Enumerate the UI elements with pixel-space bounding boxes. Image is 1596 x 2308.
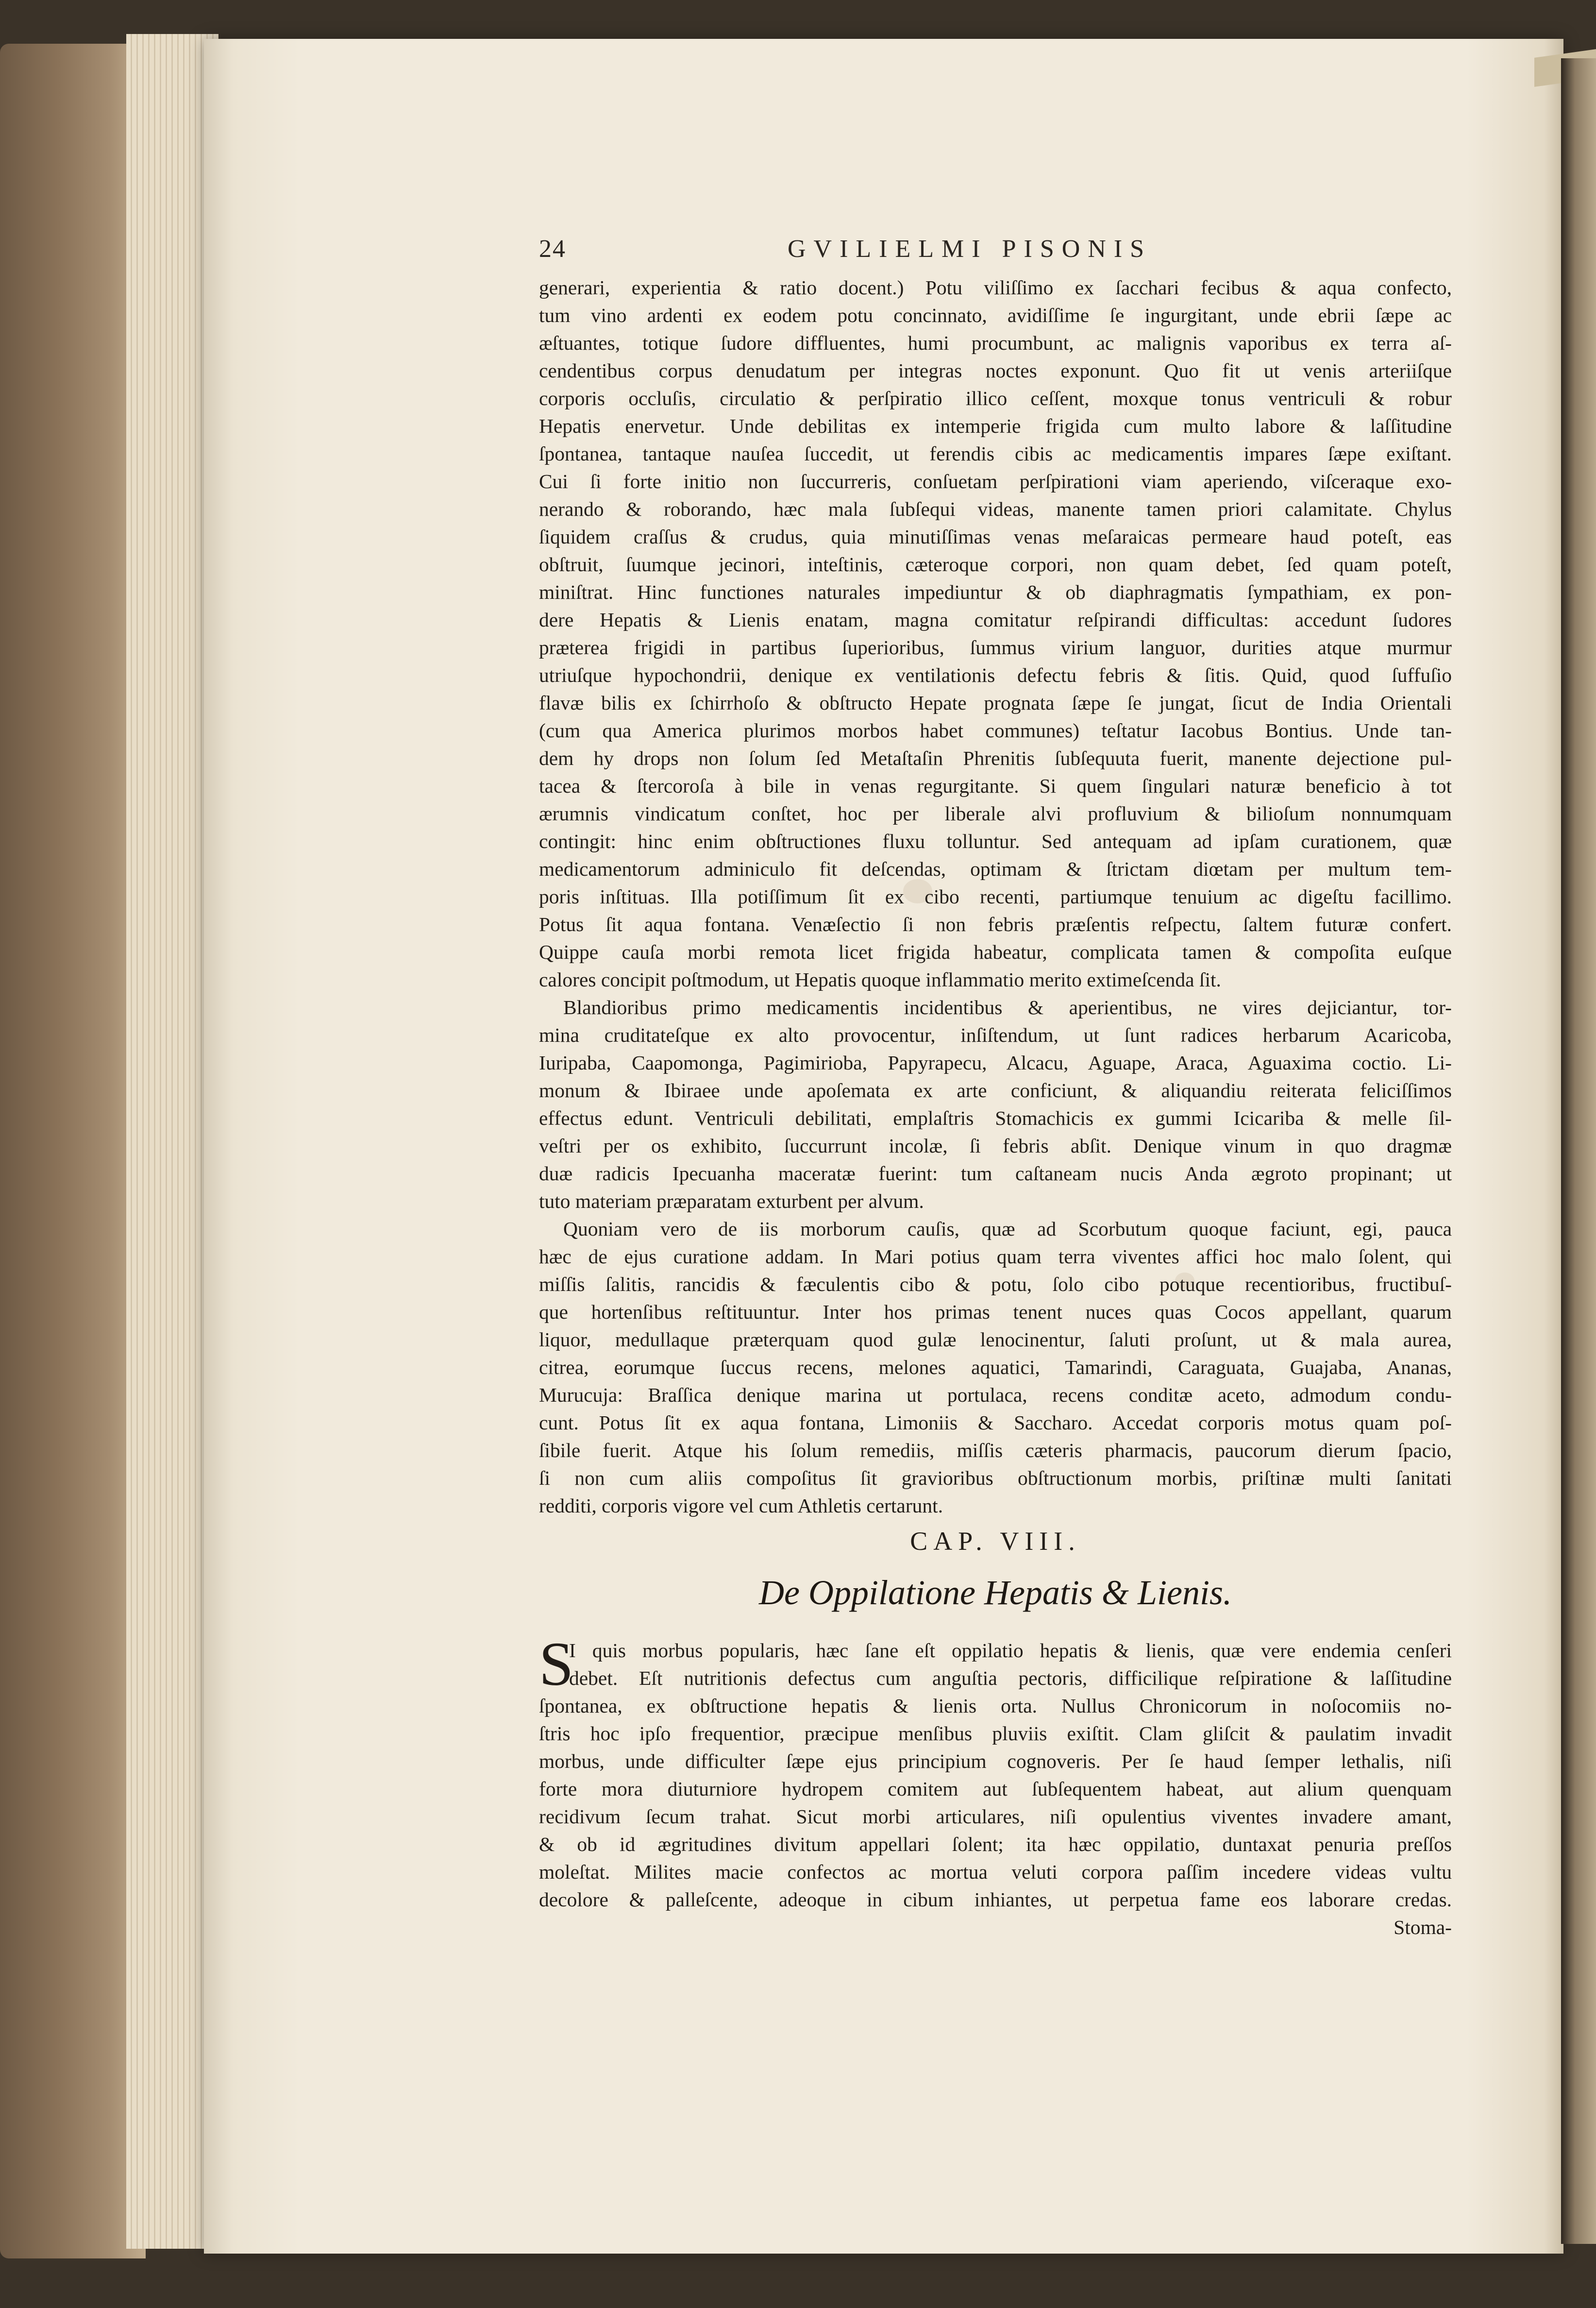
text-line: tum vino ardenti ex eodem potu concinnato, avidiſſime ſe ingurgitant, unde ebrii ſæpe ac: [539, 304, 1452, 326]
text-line: Murucuja: Braſſica denique marina ut portulaca, recens conditæ aceto, admodum condu-: [539, 1384, 1452, 1406]
text-line: monum & Ibiraee unde apoſemata ex arte conficiunt, & aliquandiu reiterata feliciſſimos: [539, 1079, 1452, 1102]
text-line: Iuripaba, Caapomonga, Pagimirioba, Papyrapecu, Alcacu, Aguape, Araca, Aguaxima coctio. Li-: [539, 1052, 1452, 1074]
text-line: tuto materiam præparatam exturbent per alvum.: [539, 1190, 924, 1212]
text-line: duæ radicis Ipecuanha maceratæ fuerint: tum caſtaneam nucis Anda ægroto propinant; ut: [539, 1162, 1452, 1185]
text-line: contingit: hinc enim obſtructiones fluxu tolluntur. Sed antequam ad ipſam curationem, quæ: [539, 830, 1452, 852]
text-line: ſiquidem craſſus & crudus, quia minutiſſimas venas meſaraicas permeare haud poteſt, eas: [539, 526, 1452, 548]
text-line: redditi, corporis vigore vel cum Athletis certarunt.: [539, 1494, 943, 1517]
text-line: forte mora diuturniore hydropem comitem aut ſubſequentem habeat, aut alium quenquam: [539, 1778, 1452, 1800]
text-line: debet. Eſt nutritionis defectus cum anguſtia pectoris, difficilique reſpiratione & laſſitudine: [569, 1667, 1452, 1689]
text-line: & ob id ægritudines divitum appellari ſolent; ita hæc oppilatio, duntaxat penuria preſſos: [539, 1833, 1452, 1855]
text-line: I quis morbus popularis, hæc ſane eſt oppilatio hepatis & lienis, quæ vere endemia cenſeri: [569, 1639, 1452, 1662]
text-line: Quippe cauſa morbi remota licet frigida habeatur, complicata tamen & compoſita euſque: [539, 941, 1452, 963]
catchword: Stoma-: [1394, 1916, 1452, 1938]
running-head: GVILIELMI PISONIS: [788, 235, 1152, 263]
text-line: effectus edunt. Ventriculi debilitati, emplaſtris Stomachicis ex gummi Icicariba & melle ſil-: [539, 1107, 1452, 1129]
text-line: moleſtat. Milites macie confectos ac mortua veluti corpora paſſim incedere videas vultu: [539, 1861, 1452, 1883]
text-line: generari, experientia & ratio docent.) Potu viliſſimo ex ſacchari fecibus & aqua confecto,: [539, 276, 1452, 299]
text-line: ærumnis vindicatum conſtet, hoc per liberale alvi profluvium & bilioſum nonnumquam: [539, 802, 1452, 825]
text-line: calores concipit poſtmodum, ut Hepatis quoque inflammatio merito extimeſcenda ſit.: [539, 968, 1221, 991]
text-line: decolore & palleſcente, adeoque in cibum inhiantes, ut perpetua fame eos laborare credas.: [539, 1888, 1452, 1911]
text-line: cendentibus corpus denudatum per integras noctes exponunt. Quo fit ut venis arteriiſque: [539, 359, 1452, 382]
text-line: Cui ſi forte initio non ſuccurreris, conſuetam perſpirationi viam aperiendo, viſceraque exo-: [539, 470, 1452, 492]
text-line: æſtuantes, totique ſudore diffluentes, humi procumbunt, ac malignis vaporibus ex terra aſ-: [539, 332, 1452, 354]
text-line: Blandioribus primo medicamentis incidentibus & aperientibus, ne vires dejiciantur, tor-: [563, 996, 1452, 1018]
text-line: flavæ bilis ex ſchirrhoſo & obſtructo Hepate prognata ſæpe ſe jungat, ſicut de India Orientali: [539, 692, 1452, 714]
text-line: dere Hepatis & Lienis enatam, magna comitatur reſpirandi difficultas: accedunt ſudores: [539, 609, 1452, 631]
text-line: veſtri per os exhibito, ſuccurrunt incolæ, ſi febris abſit. Denique vinum in quo dragmæ: [539, 1135, 1452, 1157]
body-text: [539, 274, 1452, 1520]
text-line: Hepatis enervetur. Unde debilitas ex intemperie frigida cum multo labore & laſſitudine: [539, 415, 1452, 437]
text-line: hæc de ejus curatione addam. In Mari potius quam terra viventes affici hoc malo ſolent, qui: [539, 1245, 1452, 1268]
text-line: Quoniam vero de iis morborum cauſis, quæ ad Scorbutum quoque faciunt, egi, pauca: [563, 1218, 1452, 1240]
page-header: [539, 235, 1452, 273]
text-line: dem hy drops non ſolum ſed Metaſtaſin Phrenitis ſubſequuta fuerit, manente dejectione pul-: [539, 747, 1452, 769]
page-number: 24: [539, 235, 566, 263]
text-line: tacea & ſtercoroſa à bile in venas regurgitante. Si quem ſingulari naturæ beneficio à tot: [539, 775, 1452, 797]
text-line: ſibile fuerit. Atque his ſolum remediis, miſſis cæteris pharmacis, paucorum dierum ſpacio,: [539, 1439, 1452, 1461]
chapter-number: CAP. VIII.: [910, 1527, 1081, 1556]
text-line: medicamentorum adminiculo fit deſcendas, optimam & ſtrictam diœtam per multum tem-: [539, 858, 1452, 880]
text-line: recidivum ſecum trahat. Sicut morbi articulares, niſi opulentius viventes invadere amant,: [539, 1805, 1452, 1828]
text-line: ſi non cum aliis compoſitus ſit gravioribus obſtructionum morbis, priſtinæ multi ſanitati: [539, 1467, 1452, 1489]
text-line: que hortenſibus reſtituuntur. Inter hos primas tenent nuces quas Cocos appellant, quarum: [539, 1301, 1452, 1323]
text-line: cunt. Potus ſit ex aqua fontana, Limoniis & Saccharo. Accedat corporis motus quam poſ-: [539, 1411, 1452, 1434]
text-line: ſpontanea, tantaque nauſea ſuccedit, ut ferendis cibis ac medicamentis impares ſæpe exiſtant.: [539, 442, 1452, 465]
text-line: miniſtrat. Hinc functiones naturales impediuntur & ob diaphragmatis ſympathiam, ex pon-: [539, 581, 1452, 603]
facing-page-edge: [1561, 58, 1596, 2244]
text-line: ſtris hoc ipſo frequentior, præcipue menſibus pluviis exiſtit. Clam gliſcit & paulatim invadit: [539, 1722, 1452, 1745]
text-line: citrea, eorumque ſuccus recens, melones aquatici, Tamarindi, Caraguata, Guajaba, Ananas,: [539, 1356, 1452, 1378]
text-line: ſpontanea, ex obſtructione hepatis & lienis orta. Nullus Chronicorum in noſocomiis no-: [539, 1695, 1452, 1717]
book-cover-edge: [0, 44, 146, 2258]
text-line: poris inſtituas. Illa potiſſimum ſit ex cibo recenti, partiumque tenuium ac digeſtu facillimo.: [539, 885, 1452, 908]
chapter-text: [539, 1629, 1452, 1941]
text-line: nerando & roborando, hæc mala ſubſequi videas, manente tamen priori calamitate. Chylus: [539, 498, 1452, 520]
text-line: obſtruit, ſuumque jecinori, inteſtinis, cæteroque corpori, non quam debet, ſed quam poteſt,: [539, 553, 1452, 576]
text-line: morbus, unde difficulter ſæpe ejus principium cognoveris. Per ſe haud ſemper lethalis, niſi: [539, 1750, 1452, 1772]
text-line: præterea frigidi in partibus ſuperioribus, ſummus virium languor, durities atque murmur: [539, 636, 1452, 659]
chapter-title: De Oppilatione Hepatis & Lienis.: [759, 1573, 1232, 1612]
text-line: Potus ſit aqua fontana. Venæſectio ſi non febris præſentis reſpectu, ſaltem futuræ confert.: [539, 913, 1452, 935]
text-line: corporis occluſis, circulatio & perſpiratio illico ceſſent, moxque tonus ventriculi & robur: [539, 387, 1452, 409]
text-line: (cum qua America plurimos morbos habet communes) teſtatur Iacobus Bontius. Unde tan-: [539, 719, 1452, 742]
text-line: miſſis ſalitis, rancidis & fæculentis cibo & potu, ſolo cibo potuque recentioribus, fructibuſ-: [539, 1273, 1452, 1295]
text-line: liquor, medullaque præterquam quod gulæ lenocinentur, ſaluti proſunt, ut & mala aurea,: [539, 1328, 1452, 1351]
drop-cap: S: [539, 1629, 574, 1698]
text-line: mina cruditateſque ex alto provocentur, inſiſtendum, ut ſunt radices herbarum Acaricoba,: [539, 1024, 1452, 1046]
text-line: utriuſque hypochondrii, denique ex ventilationis defectu febris & ſitis. Quid, quod ſuffuſio: [539, 664, 1452, 686]
